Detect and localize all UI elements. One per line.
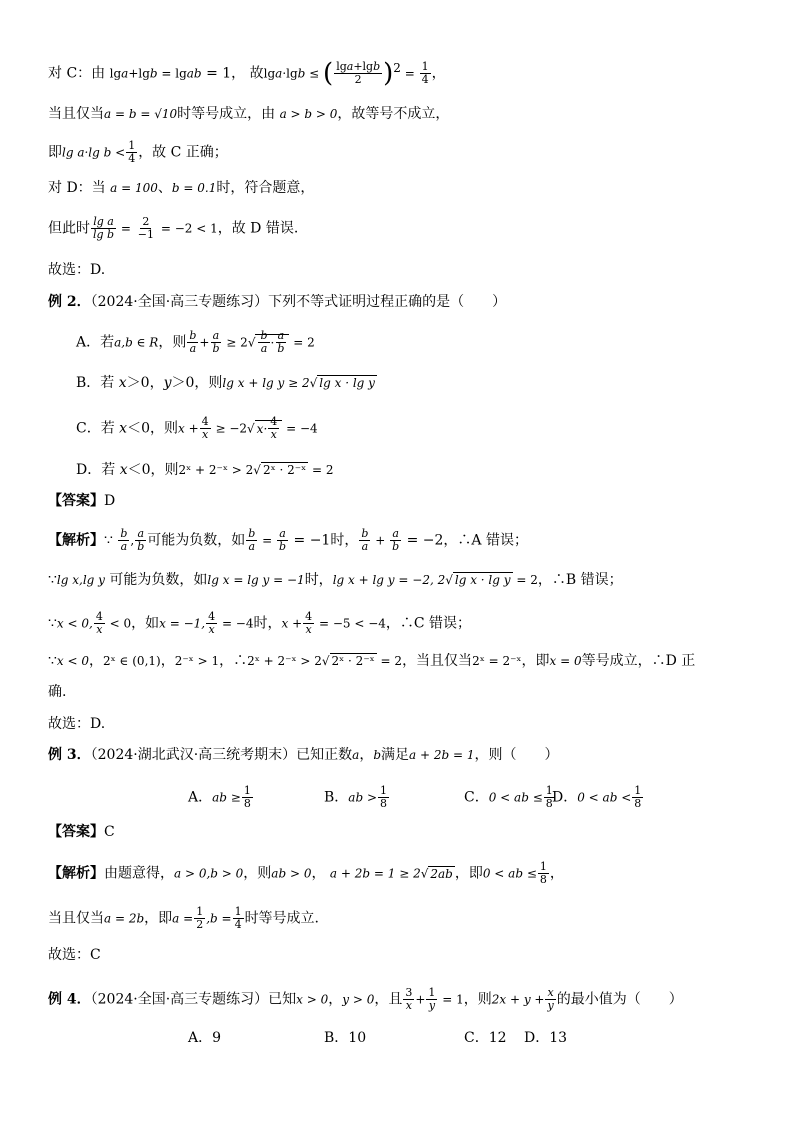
sqrt: 2ˣ · 2⁻ˣ xyxy=(262,463,307,477)
solution-label: 【解析】 xyxy=(48,532,104,549)
math: 4 xyxy=(128,152,136,165)
math: b xyxy=(212,342,220,355)
math: a = xyxy=(172,911,194,926)
math: 2ˣ + 2⁻ˣ > 2 xyxy=(178,463,254,477)
math: 2 xyxy=(354,73,362,87)
line-c-correct xyxy=(48,140,228,165)
math: b xyxy=(373,60,381,74)
example-4-option-a: A．9 xyxy=(188,1030,222,1046)
fraction xyxy=(126,140,137,165)
text: ∵ xyxy=(104,532,118,549)
math: 2 xyxy=(142,215,150,228)
math: x xyxy=(305,623,312,636)
math: a > 0,b > 0 xyxy=(174,866,244,881)
text: ， xyxy=(431,65,446,82)
math: a + 2b = 1 xyxy=(409,748,475,762)
select-3: 故选：C xyxy=(48,947,101,963)
math: 1 xyxy=(243,784,251,797)
math: a = b = √10 xyxy=(104,107,178,121)
line-c-proof xyxy=(48,58,446,89)
math: b xyxy=(279,540,287,553)
math: · xyxy=(270,335,275,350)
text: ， xyxy=(549,865,564,882)
answer-2 xyxy=(48,491,115,511)
text: = −2，∴A 错误； xyxy=(402,532,528,549)
math: b xyxy=(260,329,268,342)
text: 等号成立，∴D 正 xyxy=(581,653,696,669)
math: a xyxy=(275,66,283,81)
text: ，如 xyxy=(131,615,160,632)
text: ，故 D 错误. xyxy=(217,220,299,237)
answer-label: 【答案】 xyxy=(48,824,104,840)
math: 2ˣ = 2⁻ˣ xyxy=(472,654,522,668)
math: ·lg xyxy=(282,66,298,81)
math: a xyxy=(137,527,145,540)
text: ＜0，则 xyxy=(127,462,179,478)
math: 1 xyxy=(539,860,547,873)
text: 时， xyxy=(253,615,282,632)
math: b = 0.1 xyxy=(171,181,217,195)
math: ab > 0 xyxy=(271,866,312,881)
math: x xyxy=(119,462,128,478)
math: lg xyxy=(109,66,122,81)
math: lg a xyxy=(93,215,114,228)
math: x > 0 xyxy=(296,992,329,1007)
math: 8 xyxy=(634,797,642,810)
sqrt: 2ˣ · 2⁻ˣ xyxy=(331,654,375,668)
math: 4 xyxy=(270,415,278,428)
question-text: （2024·湖北武汉·高三统考期末）已知正数 xyxy=(90,747,353,763)
text: A．若 xyxy=(76,334,115,351)
solution-2-a xyxy=(48,528,528,553)
text: ，则（ ） xyxy=(474,747,559,763)
text: ＞0，则 xyxy=(171,375,223,391)
text: 时， xyxy=(304,572,333,588)
math: = xyxy=(400,66,419,81)
math: 2 xyxy=(196,918,204,931)
math: 1 xyxy=(234,905,242,918)
math: a xyxy=(121,66,129,81)
math: lg x + lg y ≥ 2 xyxy=(222,376,310,390)
example-2-title xyxy=(48,292,506,312)
text: ， xyxy=(311,865,330,882)
exponent: 2 xyxy=(393,61,401,75)
math: lg xyxy=(336,60,347,74)
answer-value: D xyxy=(104,493,116,509)
math: = 2 xyxy=(289,335,315,350)
sqrt: lg x · lg y xyxy=(319,376,375,390)
math: x xyxy=(547,986,554,999)
text: ＞0， xyxy=(126,375,164,391)
math: y xyxy=(428,999,436,1012)
text: ，∴B 错误； xyxy=(537,572,623,588)
math: x = −1, xyxy=(159,616,206,631)
math: < 0 xyxy=(105,616,132,631)
math: a xyxy=(189,342,197,355)
math: 8 xyxy=(380,797,388,810)
math: b xyxy=(373,748,381,762)
math: 2ˣ ∈ (0,1) xyxy=(103,654,161,668)
math: 4 xyxy=(234,918,242,931)
text: ，即 xyxy=(454,865,483,882)
text: ，故 C 正确； xyxy=(138,144,228,161)
text: D． xyxy=(552,789,578,806)
select-2: 故选：D. xyxy=(48,716,106,732)
math: = −5 < −4 xyxy=(315,616,386,631)
math: 4 xyxy=(208,610,216,623)
text: ＜0，则 xyxy=(127,420,178,437)
math: 8 xyxy=(539,873,547,886)
text: ∵ xyxy=(48,615,57,632)
math: lg x,lg y xyxy=(56,573,105,587)
solution-3-b xyxy=(48,906,319,931)
math: 2⁻ˣ > 1 xyxy=(174,654,220,668)
text: 满足 xyxy=(381,747,409,763)
example-label: 例 2． xyxy=(48,294,91,310)
paren: ( xyxy=(323,58,334,89)
math: 1 xyxy=(428,986,436,999)
math: x xyxy=(202,428,209,441)
math: lg x + lg y = −2, 2 xyxy=(332,573,446,587)
solution-2-b: ∵lg x,lg y 可能为负数，如lg x = lg y = −1时，lg x + lg y = −2, 2√ lg x · lg y = 2，∴B 错误； xyxy=(48,572,623,588)
fraction xyxy=(420,61,431,86)
math: x xyxy=(119,420,128,437)
text: ，∴C 错误； xyxy=(385,615,472,632)
example-3-option-a xyxy=(188,785,254,810)
math: = xyxy=(117,221,135,236)
math: +lg xyxy=(128,66,150,81)
text: D．若 xyxy=(76,462,120,478)
math: 8 xyxy=(545,797,553,810)
math: lg x = lg y = −1 xyxy=(207,573,305,587)
math: a = 100 xyxy=(110,181,158,195)
math: 2x + y + xyxy=(491,992,545,1007)
solution-2-d: ∵x < 0，2ˣ ∈ (0,1)，2⁻ˣ > 1，∴2ˣ + 2⁻ˣ > 2√ 2ˣ · 2⁻ˣ = 2，当且仅当2ˣ = 2⁻ˣ，即x = 0等号成立，∴D 正 xyxy=(48,653,696,669)
math: + xyxy=(415,992,426,1007)
fraction xyxy=(91,216,116,241)
solution-3-a: 【解析】由题意得，a > 0,b > 0，则ab > 0， a + 2b = 1 ≥ 2√ 2ab ，即0 < ab ≤ $\frac{1}{8}$ ， xyxy=(48,860,564,886)
math: b xyxy=(361,527,369,540)
math: b xyxy=(277,342,285,355)
math: = 2 xyxy=(512,573,538,587)
math: 4 xyxy=(421,73,429,87)
math: a xyxy=(277,329,285,342)
math: = xyxy=(258,533,277,548)
math: 0 < ab ≤ xyxy=(488,790,543,805)
math: a xyxy=(361,540,369,553)
text: B． xyxy=(324,789,349,806)
option-a: A．若a,b ∈ R，则 $\frac{b}{a}$ + $\frac{a}{b}$ ≥ 2√ $\frac{b}{a}$ · $\frac{a}{b}$ = 2 xyxy=(76,329,315,355)
math: x xyxy=(118,375,127,391)
math: 1 xyxy=(128,139,136,152)
math: a xyxy=(260,342,268,355)
text: 对 D：当 xyxy=(48,180,111,196)
line-equality xyxy=(48,104,449,124)
math: = 2 xyxy=(376,654,403,668)
example-3-title xyxy=(48,745,558,765)
math: = 2 xyxy=(308,463,334,477)
text: 、 xyxy=(157,180,172,196)
math: −1 xyxy=(137,228,155,241)
question-text: （2024·全国·高三专题练习）已知 xyxy=(90,991,297,1008)
math: 4 xyxy=(305,610,313,623)
text: ， xyxy=(89,653,104,669)
math: y xyxy=(547,999,554,1012)
text: ，则 xyxy=(158,334,187,351)
math: a xyxy=(212,329,220,342)
sqrt xyxy=(255,415,283,441)
line-select-d: 故选：D. xyxy=(48,262,106,278)
text: 可能为负数，如 xyxy=(104,572,208,588)
text: = 1， 故 xyxy=(201,65,264,82)
example-4-option-d: D．13 xyxy=(524,1030,568,1046)
math: +lg xyxy=(353,60,374,74)
math: = −4 xyxy=(218,616,254,631)
text: = −1时， xyxy=(289,532,359,549)
math: a xyxy=(392,527,399,540)
fraction xyxy=(187,330,198,355)
math: b xyxy=(149,66,158,81)
math: x = 0 xyxy=(549,654,582,668)
fraction xyxy=(200,416,211,441)
math: ≥ −2 xyxy=(211,421,248,436)
example-label: 例 3． xyxy=(48,747,91,763)
line-d-wrong xyxy=(48,216,298,241)
math: ab xyxy=(186,66,202,81)
math: ≥ 2 xyxy=(222,335,248,350)
text: C．若 xyxy=(76,420,120,437)
math: y > 0 xyxy=(342,992,375,1007)
answer-label: 【答案】 xyxy=(48,493,104,509)
text: C． xyxy=(464,789,489,806)
math: x < 0, xyxy=(56,616,93,631)
sqrt: 2ab xyxy=(430,866,453,881)
example-4-title xyxy=(48,987,683,1012)
math: x + xyxy=(281,616,303,631)
text: A． xyxy=(188,789,213,806)
math: a xyxy=(120,540,128,553)
math: + xyxy=(371,533,390,548)
math: 0 < ab ≤ xyxy=(482,866,537,881)
text: 当且仅当 xyxy=(48,910,104,927)
line-d-proof xyxy=(48,178,314,198)
math: a,b ∈ R xyxy=(114,335,159,350)
math: 1 xyxy=(196,905,204,918)
example-3-option-b xyxy=(324,785,390,810)
text: B．若 xyxy=(76,375,119,391)
math: 4 xyxy=(201,415,209,428)
example-3-option-c xyxy=(464,785,556,810)
option-c: C．若 x＜0，则x + $\frac{4}{x}$ ≥ −2√ x· $\frac{4}{x}$ = −4 xyxy=(76,415,318,441)
text: 当且仅当 xyxy=(48,106,104,122)
example-4-option-c: C．12 xyxy=(464,1030,507,1046)
text: ，即 xyxy=(521,653,550,669)
text: 时等号成立，由 xyxy=(177,106,280,122)
math: 1 xyxy=(634,784,642,797)
math: b xyxy=(392,540,400,553)
math: 3 xyxy=(405,986,413,999)
math: y xyxy=(163,375,172,391)
math: = −2 < 1 xyxy=(157,221,218,236)
math: x· xyxy=(256,421,268,436)
math: , xyxy=(130,533,135,548)
math: a xyxy=(352,748,360,762)
text: 时等号成立. xyxy=(244,910,320,927)
math: = 1 xyxy=(438,992,464,1007)
math: x xyxy=(270,428,277,441)
text: ，即 xyxy=(144,910,173,927)
text: ，则 xyxy=(463,991,492,1008)
math: 1 xyxy=(380,784,388,797)
math: 8 xyxy=(243,797,251,810)
text: ， xyxy=(328,991,343,1008)
math: ,b = xyxy=(206,911,232,926)
math: a + 2b = 1 ≥ 2 xyxy=(329,866,421,881)
text: 由题意得， xyxy=(104,865,174,882)
math: = lg xyxy=(157,66,187,81)
math: b xyxy=(120,527,128,540)
math: + xyxy=(199,335,210,350)
text: 的最小值为（ ） xyxy=(556,991,683,1008)
math: x < 0 xyxy=(56,654,90,668)
solution-2-c xyxy=(48,611,471,636)
math: b xyxy=(189,329,197,342)
math: 1 xyxy=(421,60,429,74)
text: ，∴ xyxy=(219,653,248,669)
text: 即 xyxy=(48,144,62,161)
option-d: D．若 x＜0，则2ˣ + 2⁻ˣ > 2√ 2ˣ · 2⁻ˣ = 2 xyxy=(76,462,334,478)
math: ab > xyxy=(348,790,378,805)
math: 1 xyxy=(545,784,553,797)
example-4-option-b: B．10 xyxy=(324,1030,367,1046)
sqrt xyxy=(255,329,289,355)
math: b xyxy=(248,527,256,540)
math: a xyxy=(248,540,256,553)
answer-3 xyxy=(48,822,115,842)
math: 2ˣ + 2⁻ˣ > 2 xyxy=(247,654,322,668)
math: ab ≥ xyxy=(212,790,241,805)
text: 时，符合题意， xyxy=(216,180,315,196)
text: ，故等号不成立， xyxy=(337,106,450,122)
sqrt: lg x · lg y xyxy=(454,573,511,587)
text: ，当且仅当 xyxy=(402,653,473,669)
math: x xyxy=(208,623,215,636)
text: ∵ xyxy=(48,653,57,669)
fraction xyxy=(136,216,156,241)
example-label: 例 4． xyxy=(48,991,91,1008)
text: ，则 xyxy=(243,865,272,882)
paren: ) xyxy=(383,58,394,89)
math: a > b > 0 xyxy=(279,107,338,121)
math: lg xyxy=(263,66,276,81)
fraction xyxy=(210,330,221,355)
answer-value: C xyxy=(104,824,115,840)
math: x xyxy=(405,999,412,1012)
math: lg b xyxy=(93,228,115,241)
solution-label: 【解析】 xyxy=(48,865,104,882)
text: 可能为负数，如 xyxy=(147,532,246,549)
fraction xyxy=(334,61,382,86)
text: 对 C：由 xyxy=(48,65,106,82)
math: b xyxy=(137,540,145,553)
option-b: B．若 x＞0，y＞0，则lg x + lg y ≥ 2√ lg x · lg y xyxy=(76,375,375,391)
text: ∵ xyxy=(48,572,57,588)
text: ，且 xyxy=(374,991,403,1008)
text: ， xyxy=(160,653,175,669)
math: ≤ xyxy=(305,66,324,81)
math: x xyxy=(96,623,103,636)
text: 但此时 xyxy=(48,220,90,237)
question-text: （2024·全国·高三专题练习）下列不等式证明过程正确的是（ ） xyxy=(90,294,507,310)
math: x + xyxy=(178,421,199,436)
math: b xyxy=(297,66,306,81)
text: ， xyxy=(359,747,374,763)
math: a xyxy=(279,527,286,540)
example-3-option-d xyxy=(552,785,644,810)
math: lg a·lg b < xyxy=(62,145,126,160)
math: 0 < ab < xyxy=(577,790,632,805)
solution-2-e: 确. xyxy=(48,684,67,700)
math: a = 2b xyxy=(104,911,145,926)
math: a xyxy=(346,60,354,74)
math: = −4 xyxy=(282,421,318,436)
math: 4 xyxy=(95,610,103,623)
